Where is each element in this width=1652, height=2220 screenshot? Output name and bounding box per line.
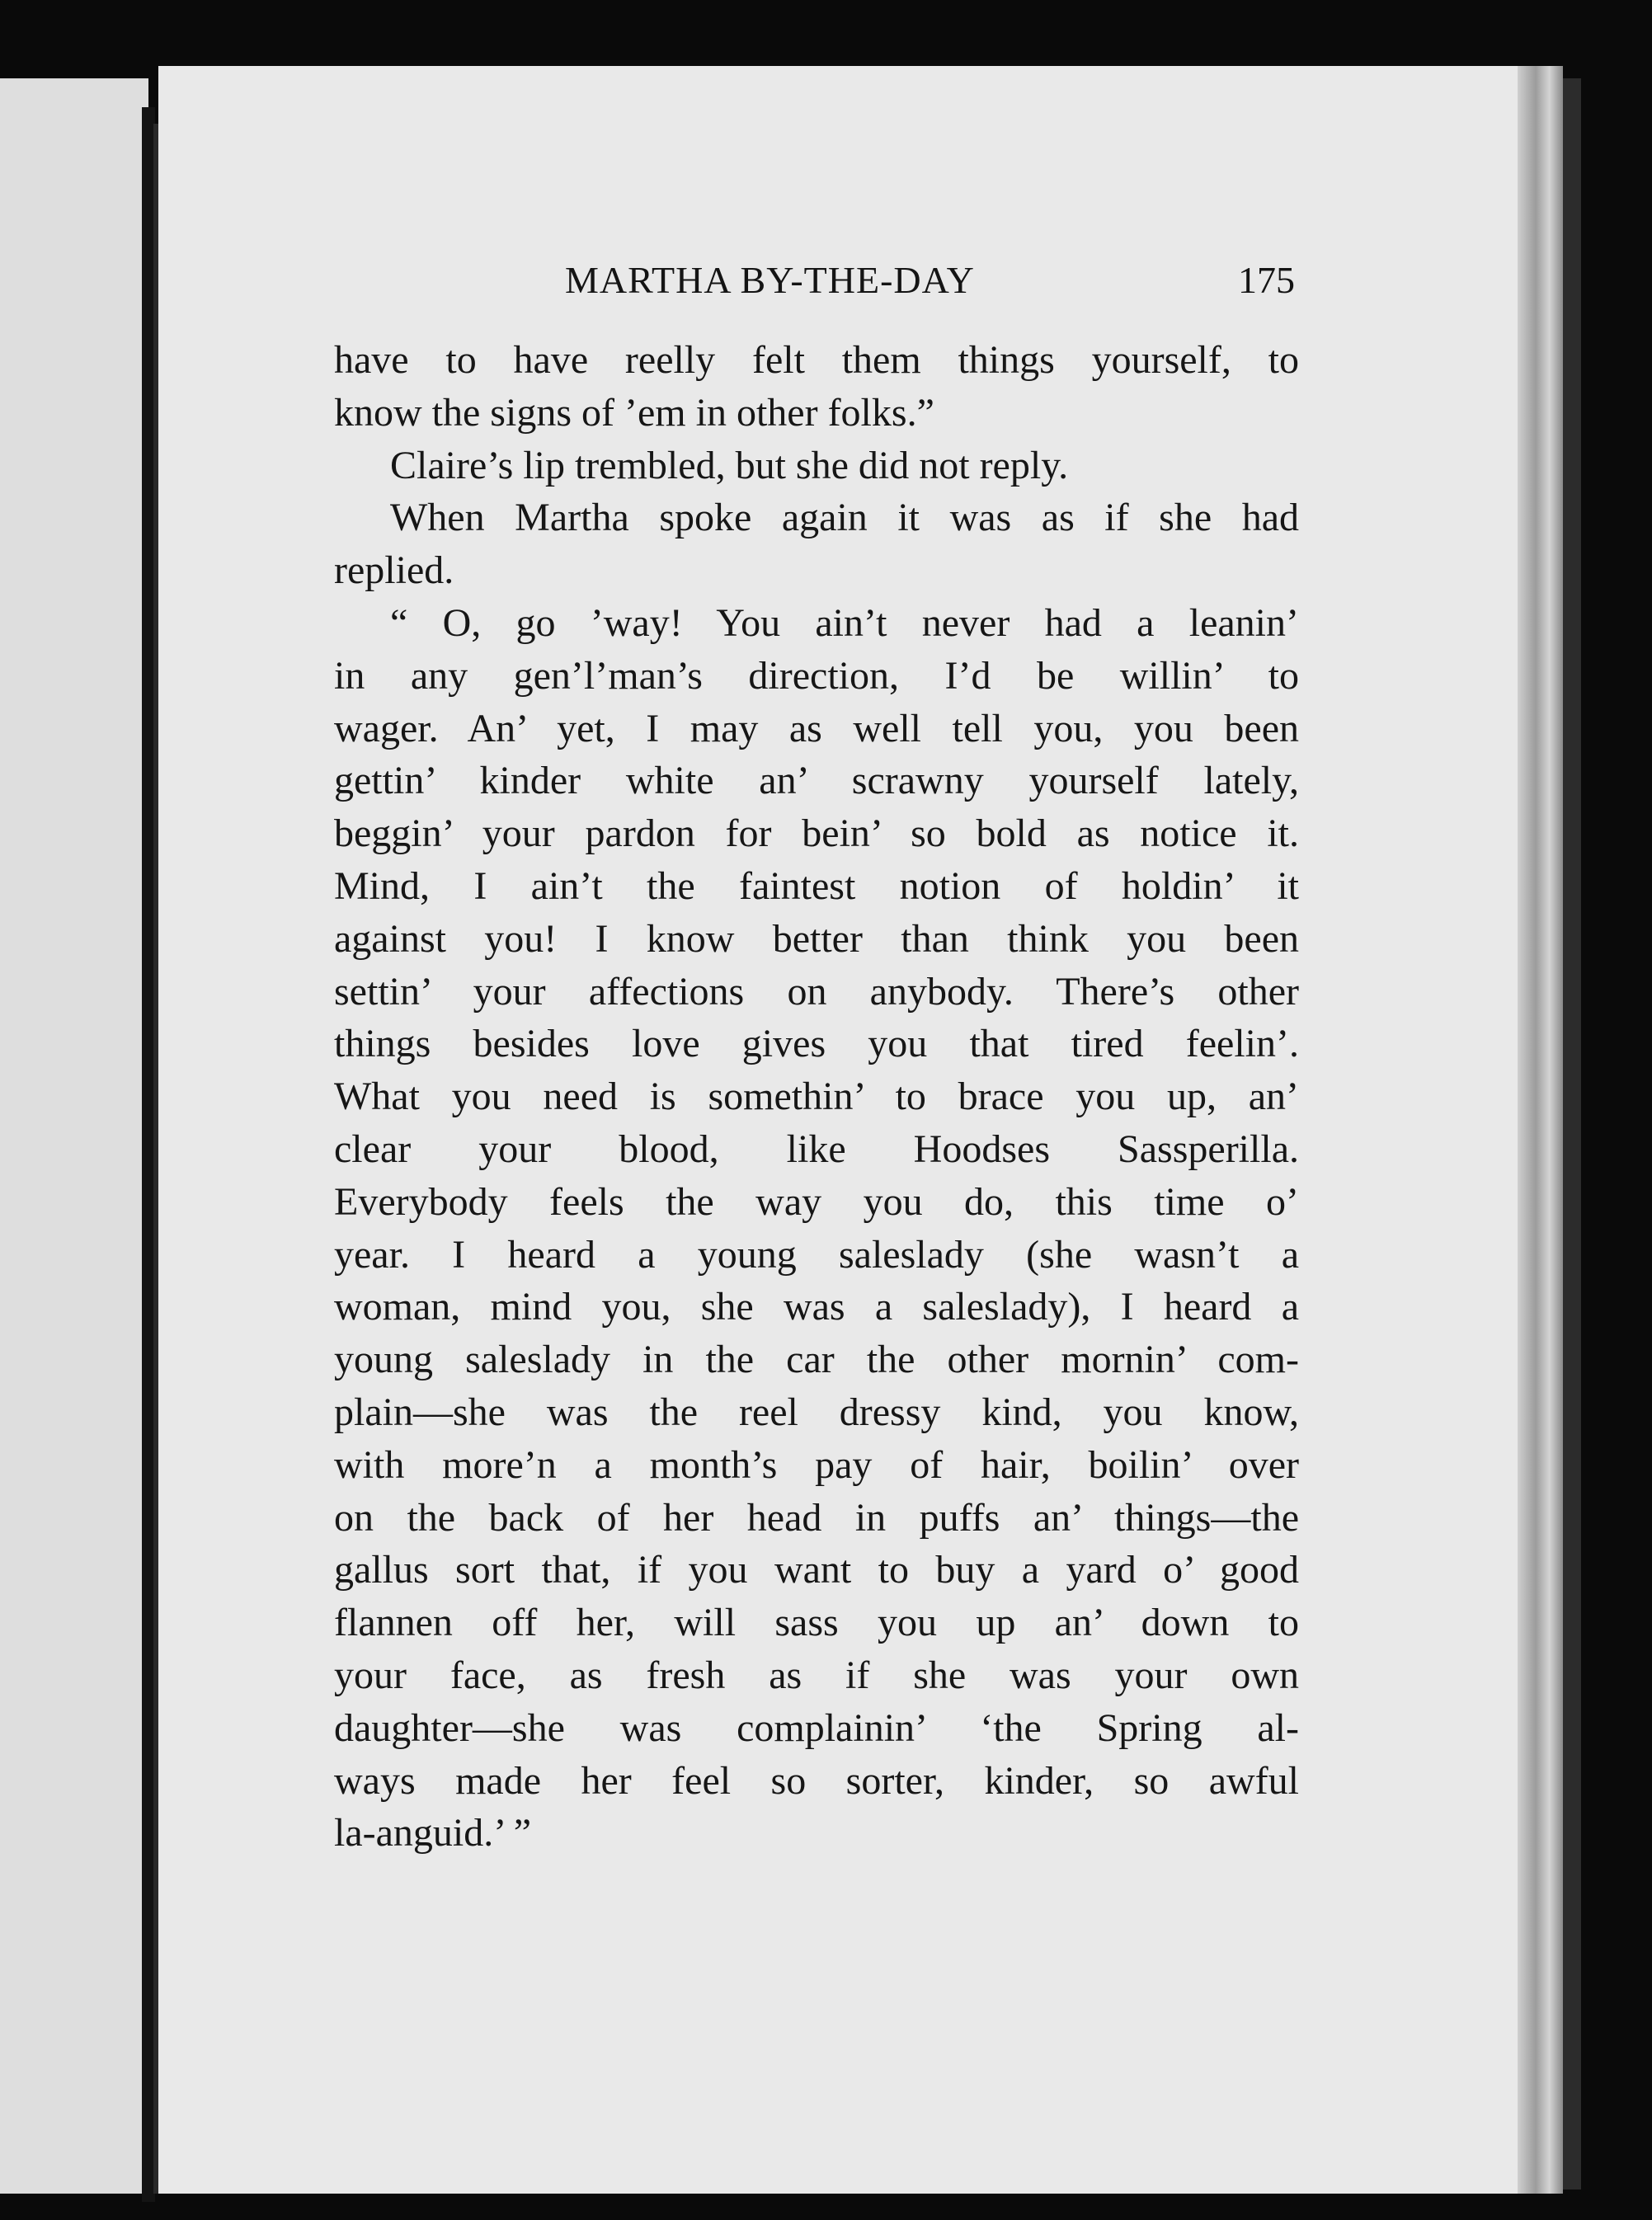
text-line: wager. An’ yet, I may as well tell you, you been bbox=[334, 706, 1299, 750]
text-line: your face, as fresh as if she was your own bbox=[334, 1653, 1299, 1697]
text-line: clear your blood, like Hoodses Sassperilla. bbox=[334, 1126, 1299, 1171]
left-page-fragment bbox=[0, 78, 148, 2194]
text-line: la-anguid.’ ” bbox=[334, 1811, 531, 1855]
text-line: plain—she was the reel dressy kind, you know, bbox=[334, 1390, 1299, 1434]
text-line: Everybody feels the way you do, this time o’ bbox=[334, 1179, 1299, 1224]
text-line: young saleslady in the car the other mornin’ com- bbox=[334, 1338, 1299, 1382]
binding-gutter bbox=[153, 124, 158, 2194]
running-head bbox=[330, 258, 1295, 316]
text-line: against you! I know better than think you been bbox=[334, 916, 1299, 961]
text-line: replied. bbox=[334, 548, 454, 593]
body-text bbox=[334, 334, 1299, 1860]
page-number: 175 bbox=[1238, 259, 1295, 301]
text-line: on the back of her head in puffs an’ things—the bbox=[334, 1495, 1299, 1540]
text-line: woman, mind you, she was a saleslady), I heard a bbox=[334, 1285, 1299, 1329]
text-line: Claire’s lip trembled, but she did not reply. bbox=[390, 443, 1069, 487]
text-line: ways made her feel so sorter, kinder, so awful bbox=[334, 1758, 1299, 1803]
text-line: have to have reelly felt them things yourself, to bbox=[334, 338, 1299, 382]
text-line: settin’ your affections on anybody. There’s other bbox=[334, 969, 1299, 1014]
text-line: with more’n a month’s pay of hair, boilin’ over bbox=[334, 1442, 1299, 1487]
text-line: What you need is somethin’ to brace you up, an’ bbox=[334, 1075, 1299, 1119]
book-cover-edge bbox=[1563, 78, 1581, 2189]
text-line: in any gen’l’man’s direction, I’d be willin’ to bbox=[334, 653, 1299, 698]
text-line: Mind, I ain’t the faintest notion of holdin’ it bbox=[334, 863, 1299, 908]
text-line: year. I heard a young saleslady (she wasn’t a bbox=[334, 1232, 1299, 1277]
text-line: beggin’ your pardon for bein’ so bold as notice it. bbox=[334, 811, 1299, 856]
text-line: daughter—she was complainin’ ‘the Spring al- bbox=[334, 1705, 1299, 1750]
running-head-title: MARTHA BY-THE-DAY bbox=[565, 259, 975, 301]
page-stack-edge bbox=[1518, 66, 1563, 2194]
text-line: things besides love gives you that tired feelin’. bbox=[334, 1022, 1299, 1066]
text-line: gettin’ kinder white an’ scrawny yourself lately, bbox=[334, 759, 1299, 803]
text-line: When Martha spoke again it was as if she had bbox=[390, 496, 1299, 540]
text-line: know the signs of ’em in other folks.” bbox=[334, 390, 934, 435]
text-line: gallus sort that, if you want to buy a yard o’ good bbox=[334, 1548, 1299, 1592]
text-line: flannen off her, will sass you up an’ down to bbox=[334, 1601, 1299, 1645]
text-line: “ O, go ’way! You ain’t never had a leanin’ bbox=[390, 600, 1299, 645]
